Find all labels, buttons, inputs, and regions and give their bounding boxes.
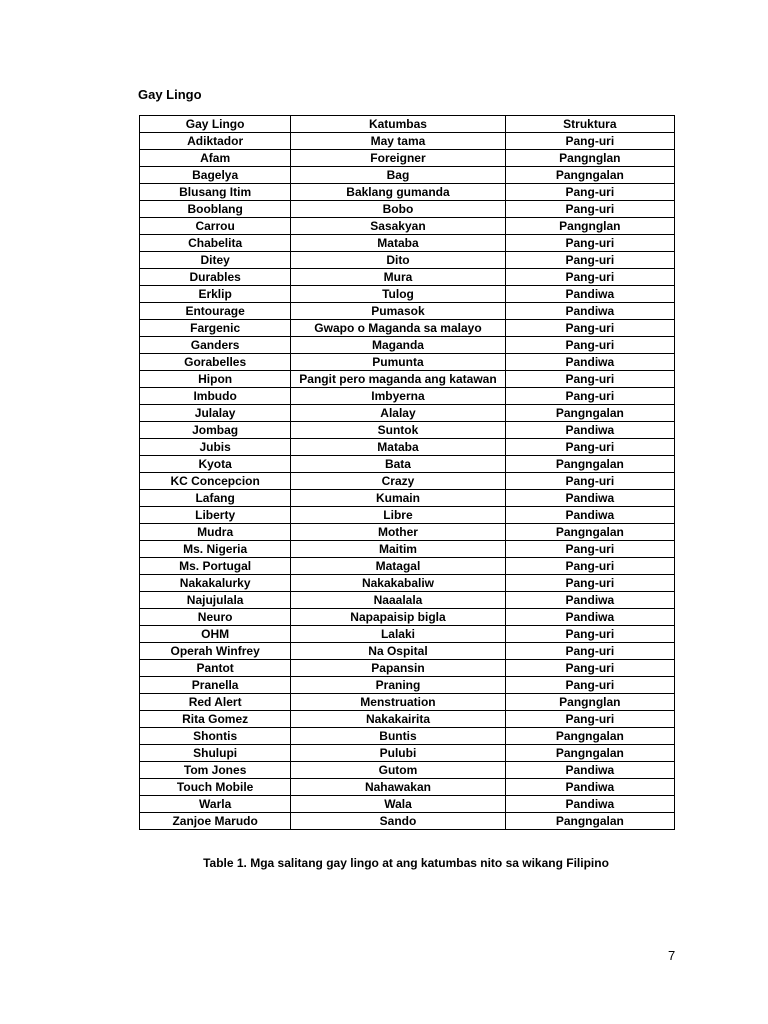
cell-struktura: Pangngalan [505,524,674,541]
cell-katumbas: Praning [291,677,505,694]
cell-struktura: Pang-uri [505,133,674,150]
cell-gay-lingo: Jombag [140,422,291,439]
table-row [140,184,675,201]
cell-gay-lingo: Rita Gomez [140,711,291,728]
cell-katumbas: Pumasok [291,303,505,320]
cell-katumbas: Pulubi [291,745,505,762]
section-heading: Gay Lingo [138,87,202,102]
cell-gay-lingo: OHM [140,626,291,643]
cell-struktura: Pang-uri [505,660,674,677]
table-row [140,456,675,473]
column-header-gay-lingo: Gay Lingo [140,116,291,133]
cell-struktura: Pang-uri [505,252,674,269]
cell-katumbas: Wala [291,796,505,813]
cell-struktura: Pangngalan [505,456,674,473]
cell-gay-lingo: Operah Winfrey [140,643,291,660]
cell-struktura: Pangngalan [505,745,674,762]
cell-katumbas: Maitim [291,541,505,558]
cell-katumbas: Imbyerna [291,388,505,405]
cell-gay-lingo: Ms. Portugal [140,558,291,575]
cell-katumbas: Baklang gumanda [291,184,505,201]
table-row [140,507,675,524]
cell-struktura: Pangnglan [505,694,674,711]
cell-struktura: Pang-uri [505,541,674,558]
cell-gay-lingo: Fargenic [140,320,291,337]
cell-struktura: Pang-uri [505,575,674,592]
table-row [140,354,675,371]
table-row [140,796,675,813]
cell-gay-lingo: Gorabelles [140,354,291,371]
table-row [140,235,675,252]
cell-gay-lingo: Durables [140,269,291,286]
table-row [140,626,675,643]
cell-struktura: Pang-uri [505,439,674,456]
cell-struktura: Pang-uri [505,201,674,218]
table-row [140,218,675,235]
cell-struktura: Pandiwa [505,303,674,320]
table-row [140,762,675,779]
cell-struktura: Pandiwa [505,779,674,796]
cell-katumbas: Menstruation [291,694,505,711]
table-row [140,269,675,286]
cell-struktura: Pangngalan [505,167,674,184]
cell-gay-lingo: Liberty [140,507,291,524]
cell-struktura: Pandiwa [505,592,674,609]
cell-gay-lingo: Carrou [140,218,291,235]
cell-gay-lingo: Chabelita [140,235,291,252]
cell-katumbas: Gutom [291,762,505,779]
cell-katumbas: Sasakyan [291,218,505,235]
cell-katumbas: Nahawakan [291,779,505,796]
cell-katumbas: Lalaki [291,626,505,643]
cell-katumbas: Napapaisip bigla [291,609,505,626]
cell-gay-lingo: Imbudo [140,388,291,405]
cell-gay-lingo: Adiktador [140,133,291,150]
cell-katumbas: Pumunta [291,354,505,371]
table-row [140,320,675,337]
table-row [140,439,675,456]
cell-gay-lingo: Lafang [140,490,291,507]
cell-gay-lingo: Julalay [140,405,291,422]
cell-katumbas: Bag [291,167,505,184]
table-row [140,813,675,830]
cell-katumbas: Pangit pero maganda ang katawan [291,371,505,388]
cell-gay-lingo: Blusang Itim [140,184,291,201]
cell-gay-lingo: Shontis [140,728,291,745]
cell-struktura: Pandiwa [505,762,674,779]
cell-katumbas: Naaalala [291,592,505,609]
cell-katumbas: Na Ospital [291,643,505,660]
cell-katumbas: Kumain [291,490,505,507]
cell-katumbas: Bata [291,456,505,473]
cell-struktura: Pang-uri [505,388,674,405]
cell-struktura: Pandiwa [505,609,674,626]
cell-struktura: Pandiwa [505,354,674,371]
cell-gay-lingo: KC Concepcion [140,473,291,490]
cell-katumbas: Maganda [291,337,505,354]
cell-katumbas: Matagal [291,558,505,575]
cell-gay-lingo: Shulupi [140,745,291,762]
cell-struktura: Pang-uri [505,371,674,388]
table-row [140,286,675,303]
cell-gay-lingo: Neuro [140,609,291,626]
cell-struktura: Pang-uri [505,643,674,660]
cell-struktura: Pandiwa [505,796,674,813]
cell-struktura: Pangnglan [505,218,674,235]
cell-struktura: Pang-uri [505,626,674,643]
cell-katumbas: Tulog [291,286,505,303]
table-row [140,745,675,762]
table-row [140,694,675,711]
cell-katumbas: Crazy [291,473,505,490]
table-row [140,371,675,388]
table-row [140,490,675,507]
cell-struktura: Pang-uri [505,235,674,252]
cell-struktura: Pang-uri [505,558,674,575]
cell-katumbas: Mura [291,269,505,286]
cell-katumbas: Nakakairita [291,711,505,728]
cell-gay-lingo: Ganders [140,337,291,354]
cell-gay-lingo: Kyota [140,456,291,473]
cell-katumbas: Dito [291,252,505,269]
table-row [140,779,675,796]
table-body [140,133,675,830]
cell-struktura: Pang-uri [505,184,674,201]
cell-katumbas: Libre [291,507,505,524]
column-header-katumbas: Katumbas [291,116,505,133]
cell-gay-lingo: Jubis [140,439,291,456]
table-row [140,728,675,745]
table-row [140,133,675,150]
cell-struktura: Pandiwa [505,507,674,524]
cell-gay-lingo: Zanjoe Marudo [140,813,291,830]
cell-struktura: Pangngalan [505,728,674,745]
table-row [140,150,675,167]
table-row [140,303,675,320]
table-header-row [140,116,675,133]
cell-struktura: Pandiwa [505,490,674,507]
cell-gay-lingo: Hipon [140,371,291,388]
table-row [140,167,675,184]
cell-struktura: Pandiwa [505,422,674,439]
cell-gay-lingo: Bagelya [140,167,291,184]
cell-katumbas: Bobo [291,201,505,218]
table-row [140,201,675,218]
table-row [140,388,675,405]
cell-gay-lingo: Red Alert [140,694,291,711]
table-row [140,252,675,269]
table-row [140,660,675,677]
cell-gay-lingo: Ms. Nigeria [140,541,291,558]
table-row [140,558,675,575]
table-row [140,609,675,626]
cell-gay-lingo: Pantot [140,660,291,677]
cell-struktura: Pandiwa [505,286,674,303]
cell-struktura: Pang-uri [505,320,674,337]
cell-gay-lingo: Booblang [140,201,291,218]
cell-struktura: Pangngalan [505,405,674,422]
table-row [140,541,675,558]
cell-struktura: Pang-uri [505,677,674,694]
column-header-struktura: Struktura [505,116,674,133]
table-row [140,592,675,609]
cell-katumbas: Papansin [291,660,505,677]
cell-gay-lingo: Afam [140,150,291,167]
table-row [140,422,675,439]
cell-struktura: Pang-uri [505,269,674,286]
gay-lingo-table [139,115,675,830]
cell-gay-lingo: Touch Mobile [140,779,291,796]
cell-gay-lingo: Mudra [140,524,291,541]
cell-gay-lingo: Nakakalurky [140,575,291,592]
cell-struktura: Pangngalan [505,813,674,830]
cell-gay-lingo: Erklip [140,286,291,303]
cell-struktura: Pang-uri [505,337,674,354]
cell-gay-lingo: Pranella [140,677,291,694]
cell-katumbas: Suntok [291,422,505,439]
cell-struktura: Pangnglan [505,150,674,167]
table-row [140,524,675,541]
cell-katumbas: Alalay [291,405,505,422]
cell-gay-lingo: Najujulala [140,592,291,609]
cell-katumbas: Foreigner [291,150,505,167]
cell-katumbas: Mataba [291,439,505,456]
cell-struktura: Pang-uri [505,473,674,490]
table-row [140,677,675,694]
cell-gay-lingo: Warla [140,796,291,813]
table-row [140,711,675,728]
cell-struktura: Pang-uri [505,711,674,728]
cell-katumbas: Mother [291,524,505,541]
table-row [140,643,675,660]
table-caption: Table 1. Mga salitang gay lingo at ang katumbas nito sa wikang Filipino [203,856,609,870]
cell-katumbas: Sando [291,813,505,830]
cell-gay-lingo: Ditey [140,252,291,269]
cell-katumbas: Buntis [291,728,505,745]
cell-gay-lingo: Entourage [140,303,291,320]
cell-katumbas: Mataba [291,235,505,252]
cell-gay-lingo: Tom Jones [140,762,291,779]
cell-katumbas: Nakakabaliw [291,575,505,592]
cell-katumbas: Gwapo o Maganda sa malayo [291,320,505,337]
table-row [140,337,675,354]
table-row [140,575,675,592]
table-row [140,405,675,422]
table-row [140,473,675,490]
page-number: 7 [668,948,676,963]
cell-katumbas: May tama [291,133,505,150]
